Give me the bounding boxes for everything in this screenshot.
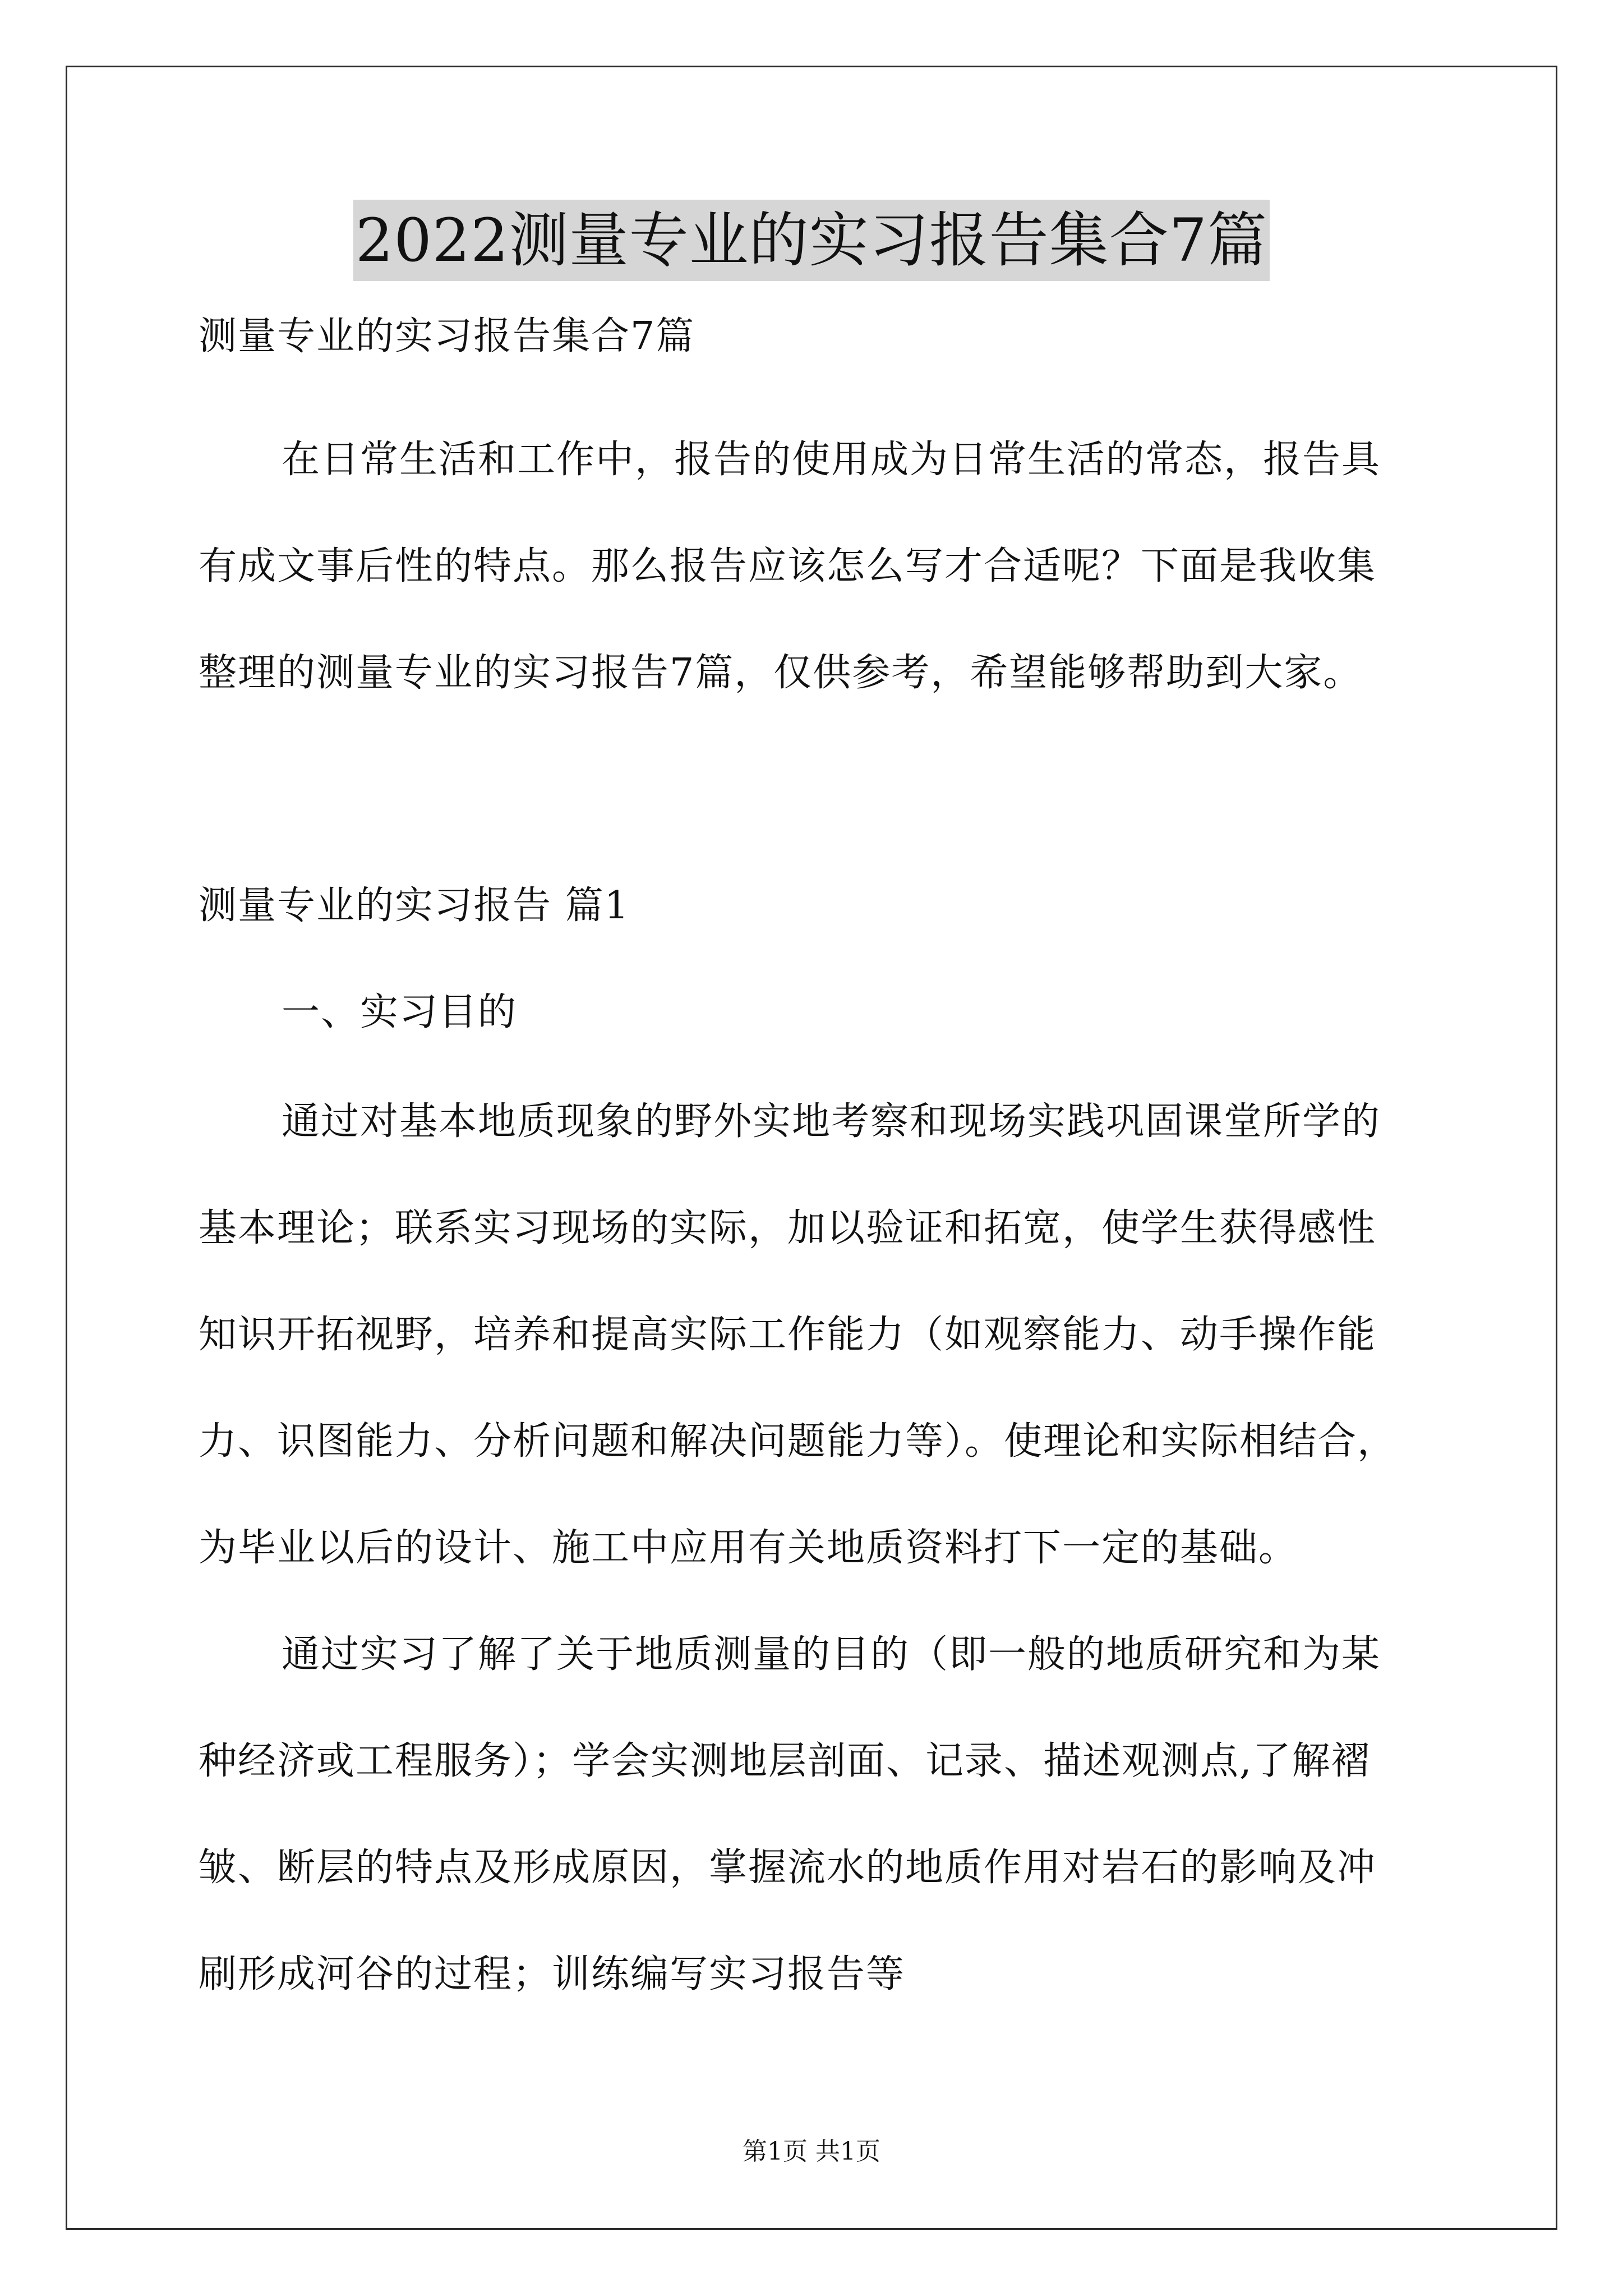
paragraph1-line-5: 为毕业以后的设计、施工中应用有关地质资料打下一定的基础。 [199, 1526, 1298, 1570]
paragraph1-line-3: 知识开拓视野，培养和提高实际工作能力（如观察能力、动手操作能 [199, 1313, 1377, 1357]
paragraph2-line-4: 刷形成河谷的过程；训练编写实习报告等 [199, 1952, 906, 1996]
intro-line-3: 整理的测量专业的实习报告7篇，仅供参考，希望能够帮助到大家。 [199, 651, 1363, 695]
document-title: 2022测量专业的实习报告集合7篇 [353, 200, 1270, 281]
subsection-heading: 一、实习目的 [282, 990, 518, 1034]
paragraph1-line-4: 力、识图能力、分析问题和解决问题能力等）。使理论和实际相结合， [199, 1419, 1397, 1464]
paragraph2-line-3: 皱、断层的特点及形成原因，掌握流水的地质作用对岩石的影响及冲 [199, 1846, 1377, 1890]
title-container [0, 200, 1623, 281]
page-border [66, 66, 1557, 2230]
paragraph1-line-2: 基本理论；联系实习现场的实际，加以验证和拓宽，使学生获得感性 [199, 1206, 1377, 1250]
section-heading: 测量专业的实习报告 篇1 [199, 884, 630, 928]
document-subtitle: 测量专业的实习报告集合7篇 [199, 314, 695, 358]
intro-line-2: 有成文事后性的特点。那么报告应该怎么写才合适呢？下面是我收集 [199, 544, 1377, 588]
paragraph2-line-1: 通过实习了解了关于地质测量的目的（即一般的地质研究和为某 [282, 1632, 1381, 1677]
paragraph2-line-2: 种经济或工程服务）；学会实测地层剖面、记录、描述观测点,了解褶 [199, 1739, 1371, 1783]
paragraph1-line-1: 通过对基本地质现象的野外实地考察和现场实践巩固课堂所学的 [282, 1099, 1381, 1144]
intro-line-1: 在日常生活和工作中，报告的使用成为日常生活的常态，报告具 [282, 438, 1381, 482]
page-footer: 第1页 共1页 [743, 2137, 880, 2166]
